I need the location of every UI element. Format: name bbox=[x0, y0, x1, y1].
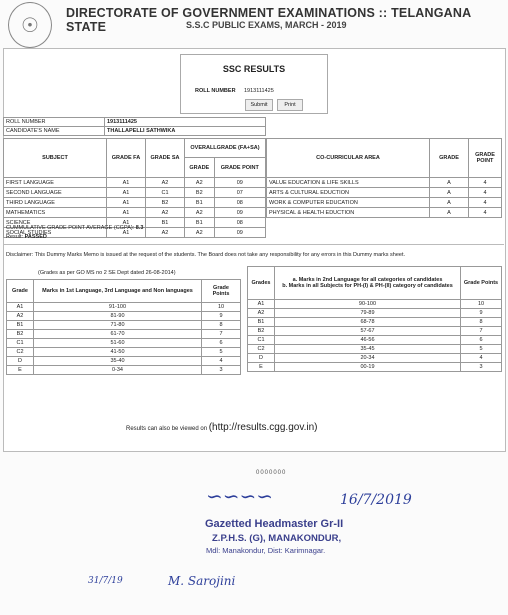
table-row bbox=[267, 198, 502, 208]
grade-cell: C2 bbox=[248, 345, 275, 354]
table-row bbox=[4, 198, 266, 208]
grade-scale-table-2 bbox=[247, 266, 502, 372]
table-row bbox=[267, 188, 502, 198]
grade-cell: A1 bbox=[248, 300, 275, 309]
print-button[interactable]: Print bbox=[277, 99, 303, 111]
grade-point-header: GRADE POINT bbox=[214, 158, 265, 178]
candidate-info-table bbox=[3, 117, 266, 136]
marks-cell: 71-80 bbox=[34, 321, 202, 330]
table-row bbox=[248, 354, 502, 363]
points-cell: 7 bbox=[461, 327, 502, 336]
roll-value: 1913111425 bbox=[105, 118, 266, 127]
sa-grade: C1 bbox=[146, 188, 185, 198]
fa-grade: A1 bbox=[107, 198, 146, 208]
fa-grade: A1 bbox=[107, 218, 146, 228]
results-box-title: SSC RESULTS bbox=[222, 64, 286, 74]
points-cell: 5 bbox=[461, 345, 502, 354]
results-search-box bbox=[180, 54, 328, 114]
fa-grade: A1 bbox=[107, 228, 146, 238]
rg-marks-header-a: a. Marks in 2nd Language for all categories of candidates bbox=[292, 277, 443, 283]
lg-marks-header: Marks in 1st Language, 3rd Language and Non languages bbox=[34, 280, 202, 303]
co-grade-point: 4 bbox=[469, 178, 502, 188]
table-row bbox=[7, 357, 241, 366]
marks-cell: 41-50 bbox=[34, 348, 202, 357]
overall-grade: A2 bbox=[185, 178, 215, 188]
subjects-table bbox=[3, 138, 266, 238]
rg-marks-header-b: b. Marks in all Subjects for PH-(I) & PH-(II) category of candidates bbox=[282, 283, 453, 289]
name-label: CANDIDATE'S NAME bbox=[4, 127, 105, 136]
rg-grade-header: Grades bbox=[248, 267, 275, 300]
points-cell: 10 bbox=[461, 300, 502, 309]
grade-scale-table-1 bbox=[6, 279, 241, 375]
stamp-designation: Gazetted Headmaster Gr-II bbox=[205, 518, 344, 530]
marks-cell: 46-56 bbox=[275, 336, 461, 345]
roll-label: ROLL NUMBER bbox=[4, 118, 105, 127]
signature-date: 16/7/2019 bbox=[340, 492, 412, 508]
table-row bbox=[248, 327, 502, 336]
overall-grade: A2 bbox=[185, 228, 215, 238]
marks-cell: 81-90 bbox=[34, 312, 202, 321]
grade-cell: B2 bbox=[7, 330, 34, 339]
state-emblem-icon: ☉ bbox=[8, 2, 52, 48]
table-row bbox=[248, 336, 502, 345]
subject-name: SCIENCE bbox=[4, 218, 107, 228]
subject-name: MATHEMATICS bbox=[4, 208, 107, 218]
points-cell: 9 bbox=[461, 309, 502, 318]
table-row bbox=[4, 178, 266, 188]
divider bbox=[3, 244, 504, 245]
grade-cell: B1 bbox=[7, 321, 34, 330]
co-area-name: PHYSICAL & HEALTH EDUCTION bbox=[267, 208, 430, 218]
url-prefix: Results can also be viewed on bbox=[126, 426, 208, 432]
submit-button[interactable]: Submit bbox=[245, 99, 273, 111]
points-cell: 8 bbox=[461, 318, 502, 327]
points-cell: 7 bbox=[202, 330, 241, 339]
grade-cell: E bbox=[7, 366, 34, 375]
grade-cell: A1 bbox=[7, 303, 34, 312]
points-cell: 9 bbox=[202, 312, 241, 321]
table-row bbox=[248, 345, 502, 354]
co-grade-point: 4 bbox=[469, 198, 502, 208]
points-cell: 8 bbox=[202, 321, 241, 330]
marks-cell: 68-78 bbox=[275, 318, 461, 327]
grade-point: 09 bbox=[214, 178, 265, 188]
marks-cell: 57-67 bbox=[275, 327, 461, 336]
grade-cell: D bbox=[7, 357, 34, 366]
grade-point: 08 bbox=[214, 218, 265, 228]
marks-cell: 0-34 bbox=[34, 366, 202, 375]
points-cell: 5 bbox=[202, 348, 241, 357]
grade-cell: B1 bbox=[248, 318, 275, 327]
grade-cell: A2 bbox=[7, 312, 34, 321]
lg-points-header: Grade Points bbox=[202, 280, 241, 303]
table-row bbox=[7, 303, 241, 312]
table-row bbox=[248, 309, 502, 318]
marks-cell: 61-70 bbox=[34, 330, 202, 339]
table-row bbox=[248, 300, 502, 309]
co-grade-point: 4 bbox=[469, 208, 502, 218]
grade-cell: A2 bbox=[248, 309, 275, 318]
grade-cell: C1 bbox=[248, 336, 275, 345]
footer-url-line bbox=[126, 422, 317, 433]
co-grade-point-header: GRADE POINT bbox=[469, 139, 502, 178]
points-cell: 3 bbox=[461, 363, 502, 372]
cgpa bbox=[6, 225, 143, 231]
grade-point: 09 bbox=[214, 228, 265, 238]
table-row bbox=[7, 330, 241, 339]
table-row bbox=[248, 363, 502, 372]
points-cell: 10 bbox=[202, 303, 241, 312]
co-grade: A bbox=[430, 208, 469, 218]
subject-name: SOCIAL STUDIES bbox=[4, 228, 107, 238]
sa-header: GRADE SA bbox=[146, 139, 185, 178]
co-grade: A bbox=[430, 178, 469, 188]
result bbox=[6, 234, 47, 240]
subject-name: FIRST LANGUAGE bbox=[4, 178, 107, 188]
sa-grade: B1 bbox=[146, 218, 185, 228]
grades-caption: (Grades as per GO MS no 2 SE Dept dated 26-08-2014) bbox=[38, 270, 176, 276]
fa-grade: A1 bbox=[107, 208, 146, 218]
results-url-link[interactable]: (http://results.cgg.gov.in) bbox=[208, 422, 318, 433]
table-row bbox=[267, 178, 502, 188]
marks-cell: 79-89 bbox=[275, 309, 461, 318]
points-cell: 3 bbox=[202, 366, 241, 375]
overall-grade: A2 bbox=[185, 208, 215, 218]
marks-cell: 91-100 bbox=[34, 303, 202, 312]
table-row bbox=[7, 321, 241, 330]
table-row bbox=[7, 366, 241, 375]
marks-cell: 20-34 bbox=[275, 354, 461, 363]
table-row bbox=[267, 208, 502, 218]
co-area-name: VALUE EDUCATION & LIFE SKILLS bbox=[267, 178, 430, 188]
table-row bbox=[248, 318, 502, 327]
fa-header: GRADE FA bbox=[107, 139, 146, 178]
grade-point: 08 bbox=[214, 198, 265, 208]
subject-name: THIRD LANGUAGE bbox=[4, 198, 107, 208]
marks-cell: 00-19 bbox=[275, 363, 461, 372]
serial-number: 0000000 bbox=[256, 470, 287, 476]
headmaster-signature: ∽∽∽∽ bbox=[206, 484, 274, 508]
sa-grade: A2 bbox=[146, 178, 185, 188]
points-cell: 4 bbox=[202, 357, 241, 366]
table-row bbox=[4, 188, 266, 198]
overall-grade: B1 bbox=[185, 198, 215, 208]
fa-grade: A1 bbox=[107, 188, 146, 198]
grade-cell: D bbox=[248, 354, 275, 363]
points-cell: 6 bbox=[202, 339, 241, 348]
page-subtitle: S.S.C PUBLIC EXAMS, MARCH - 2019 bbox=[186, 20, 347, 30]
subject-name: SECOND LANGUAGE bbox=[4, 188, 107, 198]
points-cell: 6 bbox=[461, 336, 502, 345]
marks-cell: 51-60 bbox=[34, 339, 202, 348]
grade-point: 09 bbox=[214, 208, 265, 218]
grade-cell: C1 bbox=[7, 339, 34, 348]
grade-cell: E bbox=[248, 363, 275, 372]
co-grade: A bbox=[430, 198, 469, 208]
initials-date: 31/7/19 bbox=[88, 576, 123, 586]
subject-header: SUBJECT bbox=[4, 139, 107, 178]
co-curricular-table bbox=[266, 138, 502, 218]
overall-grade: B1 bbox=[185, 218, 215, 228]
table-row bbox=[7, 339, 241, 348]
result-value: PASSED bbox=[24, 234, 47, 240]
bottom-signature: M. Sarojini bbox=[168, 574, 236, 588]
points-cell: 4 bbox=[461, 354, 502, 363]
page-title: DIRECTORATE OF GOVERNMENT EXAMINATIONS :: TELANGANA STATE bbox=[66, 6, 471, 34]
table-row bbox=[7, 348, 241, 357]
co-area-name: WORK & COMPUTER EDUCATION bbox=[267, 198, 430, 208]
cgpa-value: 8.3 bbox=[135, 225, 144, 231]
overall-grade-header: OVERALLGRADE (FA+SA) bbox=[185, 139, 266, 158]
co-grade: A bbox=[430, 188, 469, 198]
marks-cell: 90-100 bbox=[275, 300, 461, 309]
grade-cell: B2 bbox=[248, 327, 275, 336]
rg-points-header: Grade Points bbox=[461, 267, 502, 300]
grade-header: GRADE bbox=[185, 158, 215, 178]
sa-grade: A2 bbox=[146, 208, 185, 218]
lg-grade-header: Grade bbox=[7, 280, 34, 303]
sa-grade: B2 bbox=[146, 198, 185, 208]
stamp-address: Mdl: Manakondur, Dist: Karimnagar. bbox=[206, 546, 326, 555]
grade-cell: C2 bbox=[7, 348, 34, 357]
rg-marks-header bbox=[275, 267, 461, 300]
co-grade-point: 4 bbox=[469, 188, 502, 198]
disclaimer: Disclaimer: This Dummy Marks Memo is issued at the request of the students. The Board does not take any responsibility for any errors in this Dummy marks sheet. bbox=[6, 252, 406, 258]
co-grade-header: GRADE bbox=[430, 139, 469, 178]
fa-grade: A1 bbox=[107, 178, 146, 188]
grade-point: 07 bbox=[214, 188, 265, 198]
marks-cell: 35-45 bbox=[275, 345, 461, 354]
cgpa-label: CUMMULATIVE GRADE POINT AVERAGE (CGPA): bbox=[6, 225, 135, 231]
table-row bbox=[4, 208, 266, 218]
overall-grade: B2 bbox=[185, 188, 215, 198]
result-label: Result: bbox=[6, 234, 24, 240]
table-row bbox=[7, 312, 241, 321]
stamp-school: Z.P.H.S. (G), MANAKONDUR, bbox=[212, 533, 342, 544]
marks-cell: 35-40 bbox=[34, 357, 202, 366]
co-area-name: ARTS & CULTURAL EDUCTION bbox=[267, 188, 430, 198]
sa-grade: A2 bbox=[146, 228, 185, 238]
name-value: THALLAPELLI SATHWIKA bbox=[105, 127, 266, 136]
co-curricular-area-header: CO-CURRICULAR AREA bbox=[267, 139, 430, 178]
roll-number-input[interactable]: 1913111425 bbox=[244, 88, 274, 94]
roll-number-label: ROLL NUMBER bbox=[195, 88, 236, 94]
